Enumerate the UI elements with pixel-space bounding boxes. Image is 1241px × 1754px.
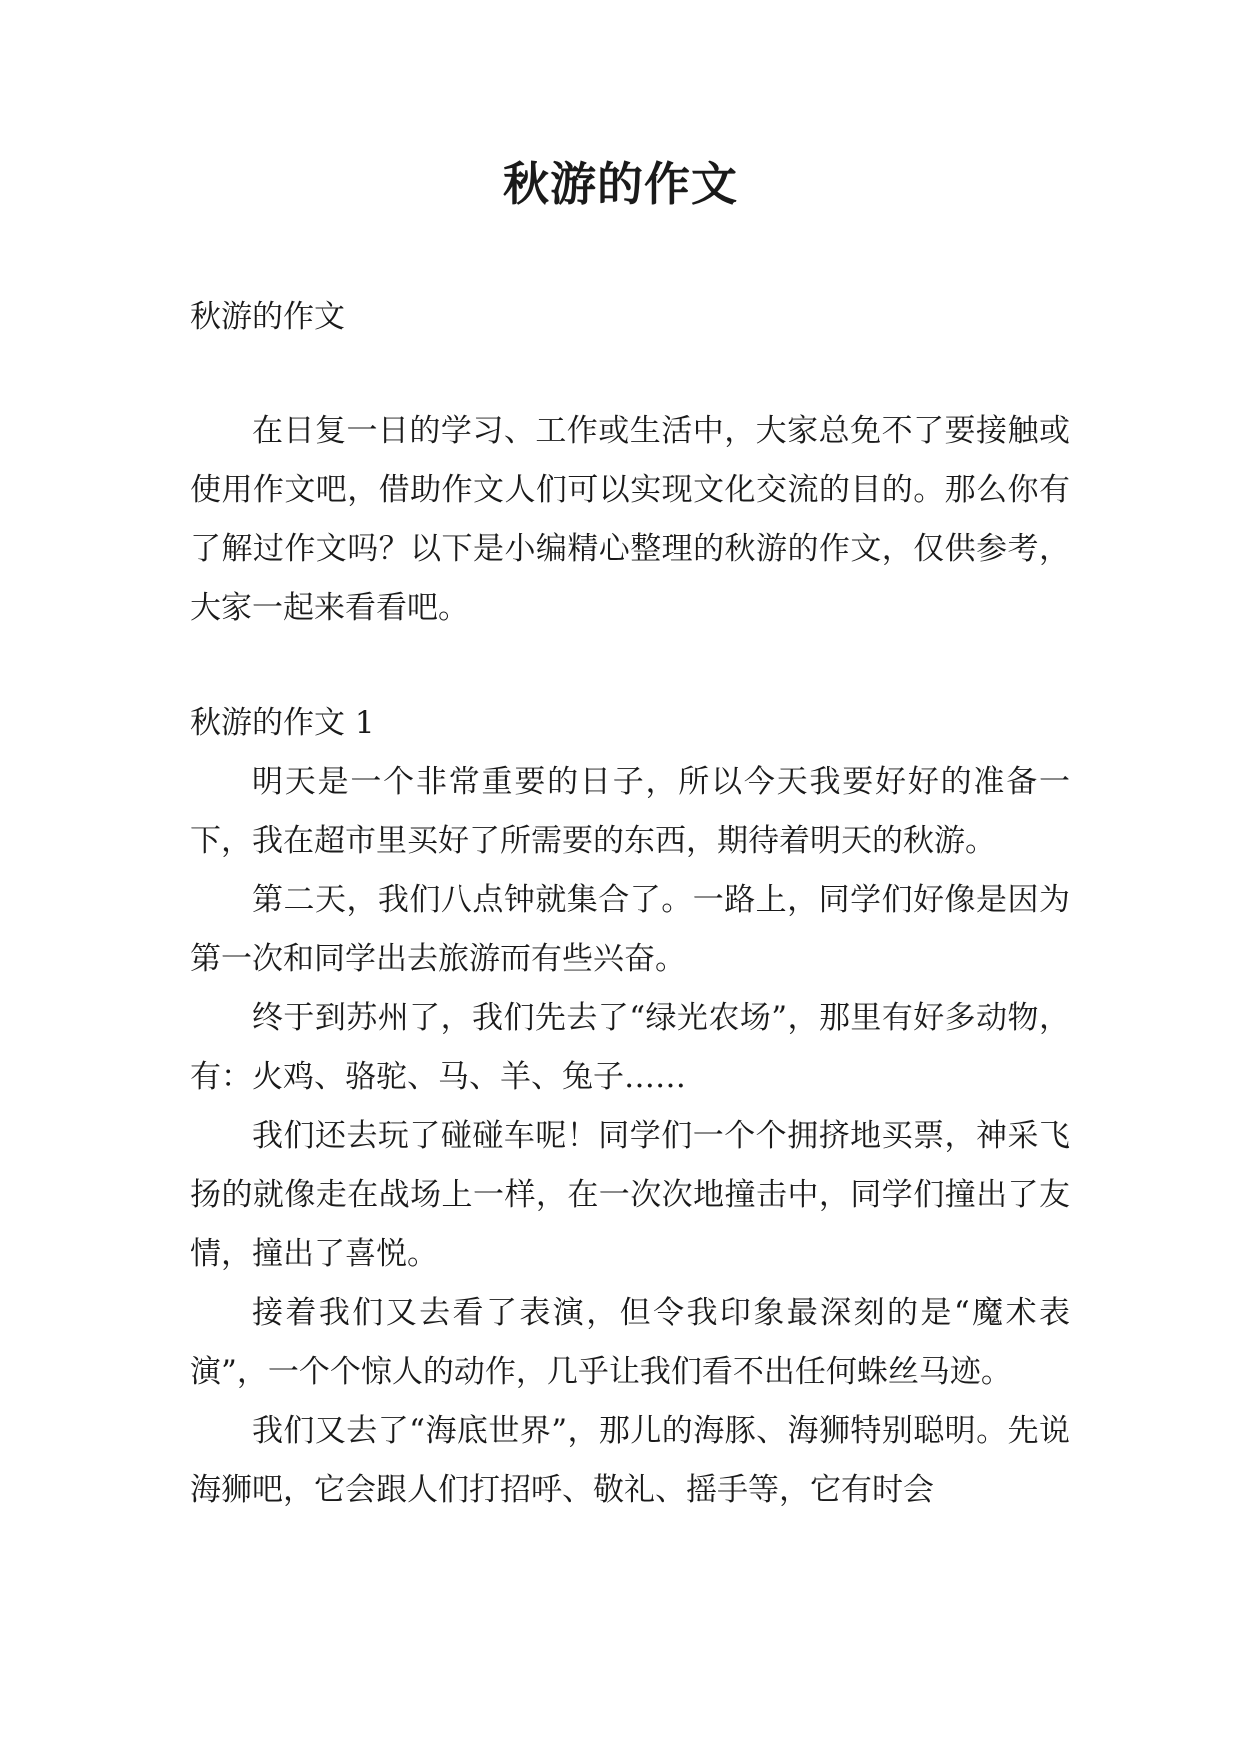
essay-paragraph: 我们还去玩了碰碰车呢！同学们一个个拥挤地买票，神采飞扬的就像走在战场上一样，在一次次地撞击中，同学们撞出了友情，撞出了喜悦。	[190, 1118, 1070, 1272]
essay-paragraph: 明天是一个非常重要的日子，所以今天我要好好的准备一下，我在超市里买好了所需要的东西，期待着明天的秋游。	[190, 764, 1070, 859]
essay-paragraph: 我们又去了“海底世界”，那儿的海豚、海狮特别聪明。先说海狮吧，它会跟人们打招呼、敬礼、摇手等，它有时会	[190, 1413, 1070, 1508]
document-subtitle: 秋游的作文	[190, 299, 345, 335]
essay-heading: 秋游的作文 1	[190, 705, 375, 741]
intro-paragraph: 在日复一日的学习、工作或生活中，大家总免不了要接触或使用作文吧，借助作文人们可以实现文化交流的目的。那么你有了解过作文吗？以下是小编精心整理的秋游的作文，仅供参考，大家一起来看看吧。	[190, 413, 1070, 626]
essay-body	[190, 753, 1070, 1520]
essay-paragraph: 接着我们又去看了表演，但令我印象最深刻的是“魔术表演”，一个个惊人的动作，几乎让我们看不出任何蛛丝马迹。	[190, 1295, 1070, 1390]
essay-paragraph: 第二天，我们八点钟就集合了。一路上，同学们好像是因为第一次和同学出去旅游而有些兴奋。	[190, 882, 1070, 977]
essay-paragraph: 终于到苏州了，我们先去了“绿光农场”，那里有好多动物，有：火鸡、骆驼、马、羊、兔子……	[190, 1000, 1070, 1095]
document-title: 秋游的作文	[503, 157, 738, 211]
